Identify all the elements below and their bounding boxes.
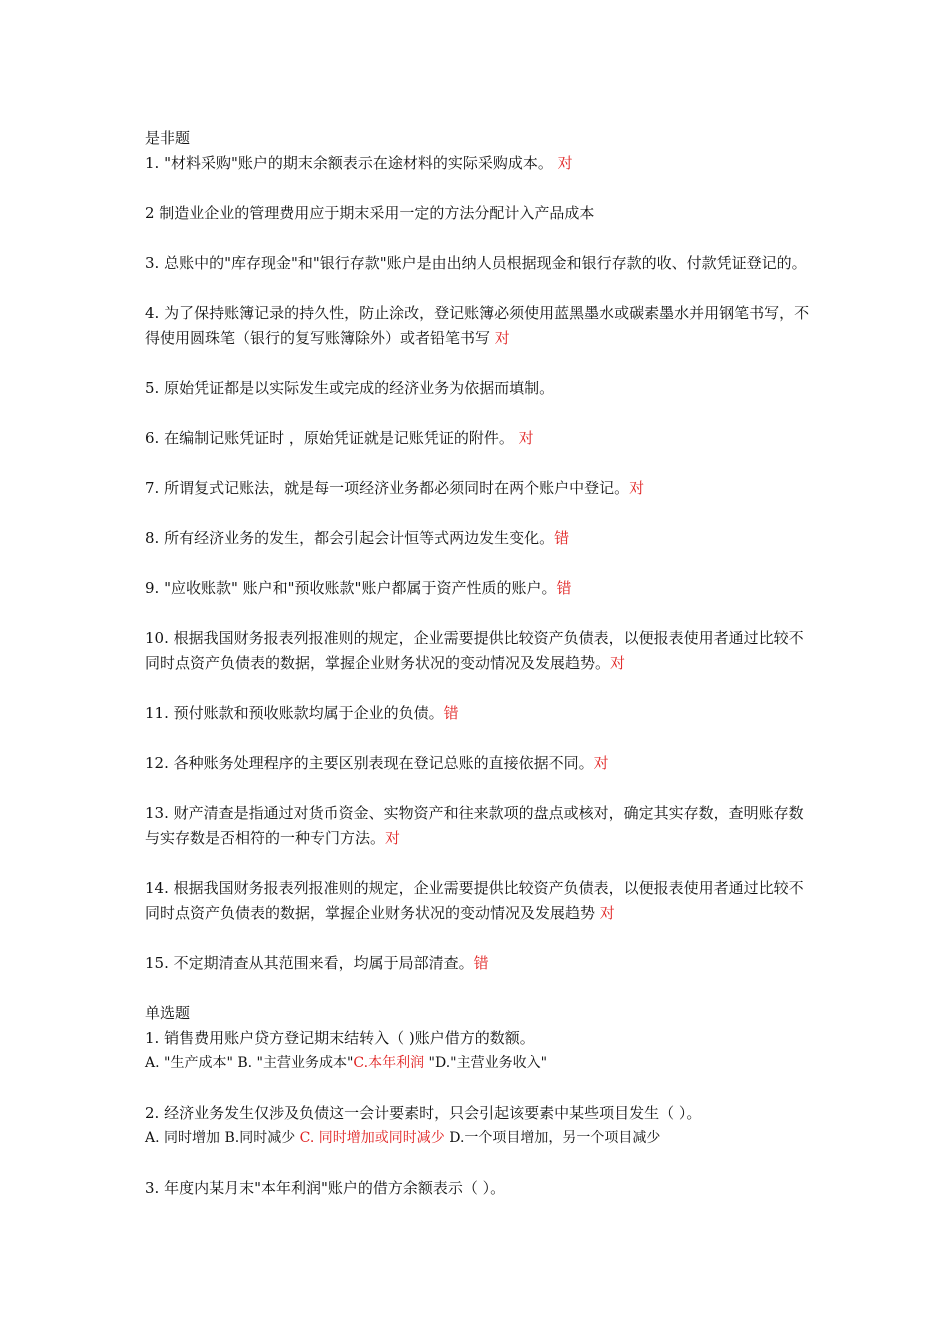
question-text: 6. 在编制记账凭证时 ，原始凭证就是记账凭证的附件。 — [145, 429, 519, 447]
section-title: 单选题 — [145, 1004, 191, 1022]
question-item — [145, 876, 810, 926]
question-text: 10. 根据我国财务报表列报准则的规定，企业需要提供比较资产负债表，以便报表使用者通过比较不同时点资产负债表的数据，掌握企业财务状况的变动情况及发展趋势。 — [145, 629, 804, 672]
question-item — [145, 576, 810, 601]
answer-mark: 错 — [473, 954, 489, 972]
answer-mark: 对 — [557, 154, 573, 172]
question-text: 15. 不定期清查从其范围来看，均属于局部清查。 — [145, 954, 474, 972]
document-page — [145, 126, 810, 1201]
question-item — [145, 626, 810, 676]
question-item — [145, 526, 810, 551]
question-text: 5. 原始凭证都是以实际发生或完成的经济业务为依据而填制。 — [145, 379, 555, 397]
question-text: 8. 所有经济业务的发生，都会引起会计恒等式两边发生变化。 — [145, 529, 555, 547]
question-item — [145, 301, 810, 351]
option-a-b: A. 同时增加 B.同时减少 — [145, 1130, 300, 1146]
question-item — [145, 201, 810, 226]
option-c-answer: C. 同时增加或同时减少 — [299, 1130, 445, 1146]
question-list — [145, 151, 810, 976]
option-a-b: A. "生产成本" B. "主营业务成本" — [145, 1055, 354, 1071]
answer-mark: 对 — [629, 479, 645, 497]
option-d: D.一个项目增加，另一个项目减少 — [444, 1130, 661, 1146]
option-d: "D."主营业务收入" — [424, 1055, 548, 1071]
answer-mark: 对 — [385, 829, 401, 847]
answer-mark: 错 — [554, 529, 570, 547]
answer-mark: 对 — [494, 329, 510, 347]
section-single-choice — [145, 1001, 810, 1201]
answer-mark: 错 — [556, 579, 572, 597]
question-item — [145, 701, 810, 726]
question-3 — [145, 1176, 810, 1201]
question-text: 9. "应收账款" 账户和"预收账款"账户都属于资产性质的账户。 — [145, 579, 557, 597]
section-title: 是非题 — [145, 129, 191, 147]
question-text: 14. 根据我国财务报表列报准则的规定，企业需要提供比较资产负债表，以便报表使用者通过比较不同时点资产负债表的数据，掌握企业财务状况的变动情况及发展趋势 — [145, 879, 804, 922]
question-2 — [145, 1101, 810, 1151]
section-true-false — [145, 126, 810, 976]
question-text: 13. 财产清查是指通过对货币资金、实物资产和往来款项的盘点或核对，确定其实存数，查明账存数与实存数是否相符的一种专门方法。 — [145, 804, 804, 847]
options — [145, 1126, 810, 1151]
question-text: 2. 经济业务发生仅涉及负债这一会计要素时，只会引起该要素中某些项目发生（ ）。 — [145, 1104, 702, 1122]
question-item — [145, 476, 810, 501]
question-text: 3. 总账中的"库存现金"和"银行存款"账户是由出纳人员根据现金和银行存款的收、付款凭证登记的。 — [145, 254, 807, 272]
question-item — [145, 151, 810, 176]
question-item — [145, 426, 810, 451]
question-item — [145, 376, 810, 401]
question-item — [145, 801, 810, 851]
answer-mark: 对 — [599, 904, 615, 922]
question-item — [145, 751, 810, 776]
options — [145, 1051, 810, 1076]
question-text: 1. 销售费用账户贷方登记期末结转入（ )账户借方的数额。 — [145, 1029, 535, 1047]
answer-mark: 对 — [593, 754, 609, 772]
question-text: 2 制造业企业的管理费用应于期末采用一定的方法分配计入产品成本 — [145, 204, 595, 222]
question-text: 11. 预付账款和预收账款均属于企业的负债。 — [145, 704, 444, 722]
answer-mark: 错 — [443, 704, 459, 722]
question-item — [145, 951, 810, 976]
answer-mark: 对 — [518, 429, 534, 447]
question-text: 3. 年度内某月末"本年利润"账户的借方余额表示（ ）。 — [145, 1179, 506, 1197]
answer-mark: 对 — [610, 654, 626, 672]
question-item — [145, 251, 810, 276]
question-text: 7. 所谓复式记账法，就是每一项经济业务都必须同时在两个账户中登记。 — [145, 479, 630, 497]
question-text: 12. 各种账务处理程序的主要区别表现在登记总账的直接依据不同。 — [145, 754, 594, 772]
question-text: 1. "材料采购"账户的期末余额表示在途材料的实际采购成本。 — [145, 154, 558, 172]
question-1 — [145, 1026, 810, 1076]
question-text: 4. 为了保持账簿记录的持久性，防止涂改，登记账簿必须使用蓝黑墨水或碳素墨水并用钢笔书写，不得使用圆珠笔（银行的复写账簿除外）或者铅笔书写 — [145, 304, 810, 347]
option-c-answer: C.本年利润 — [353, 1055, 425, 1071]
